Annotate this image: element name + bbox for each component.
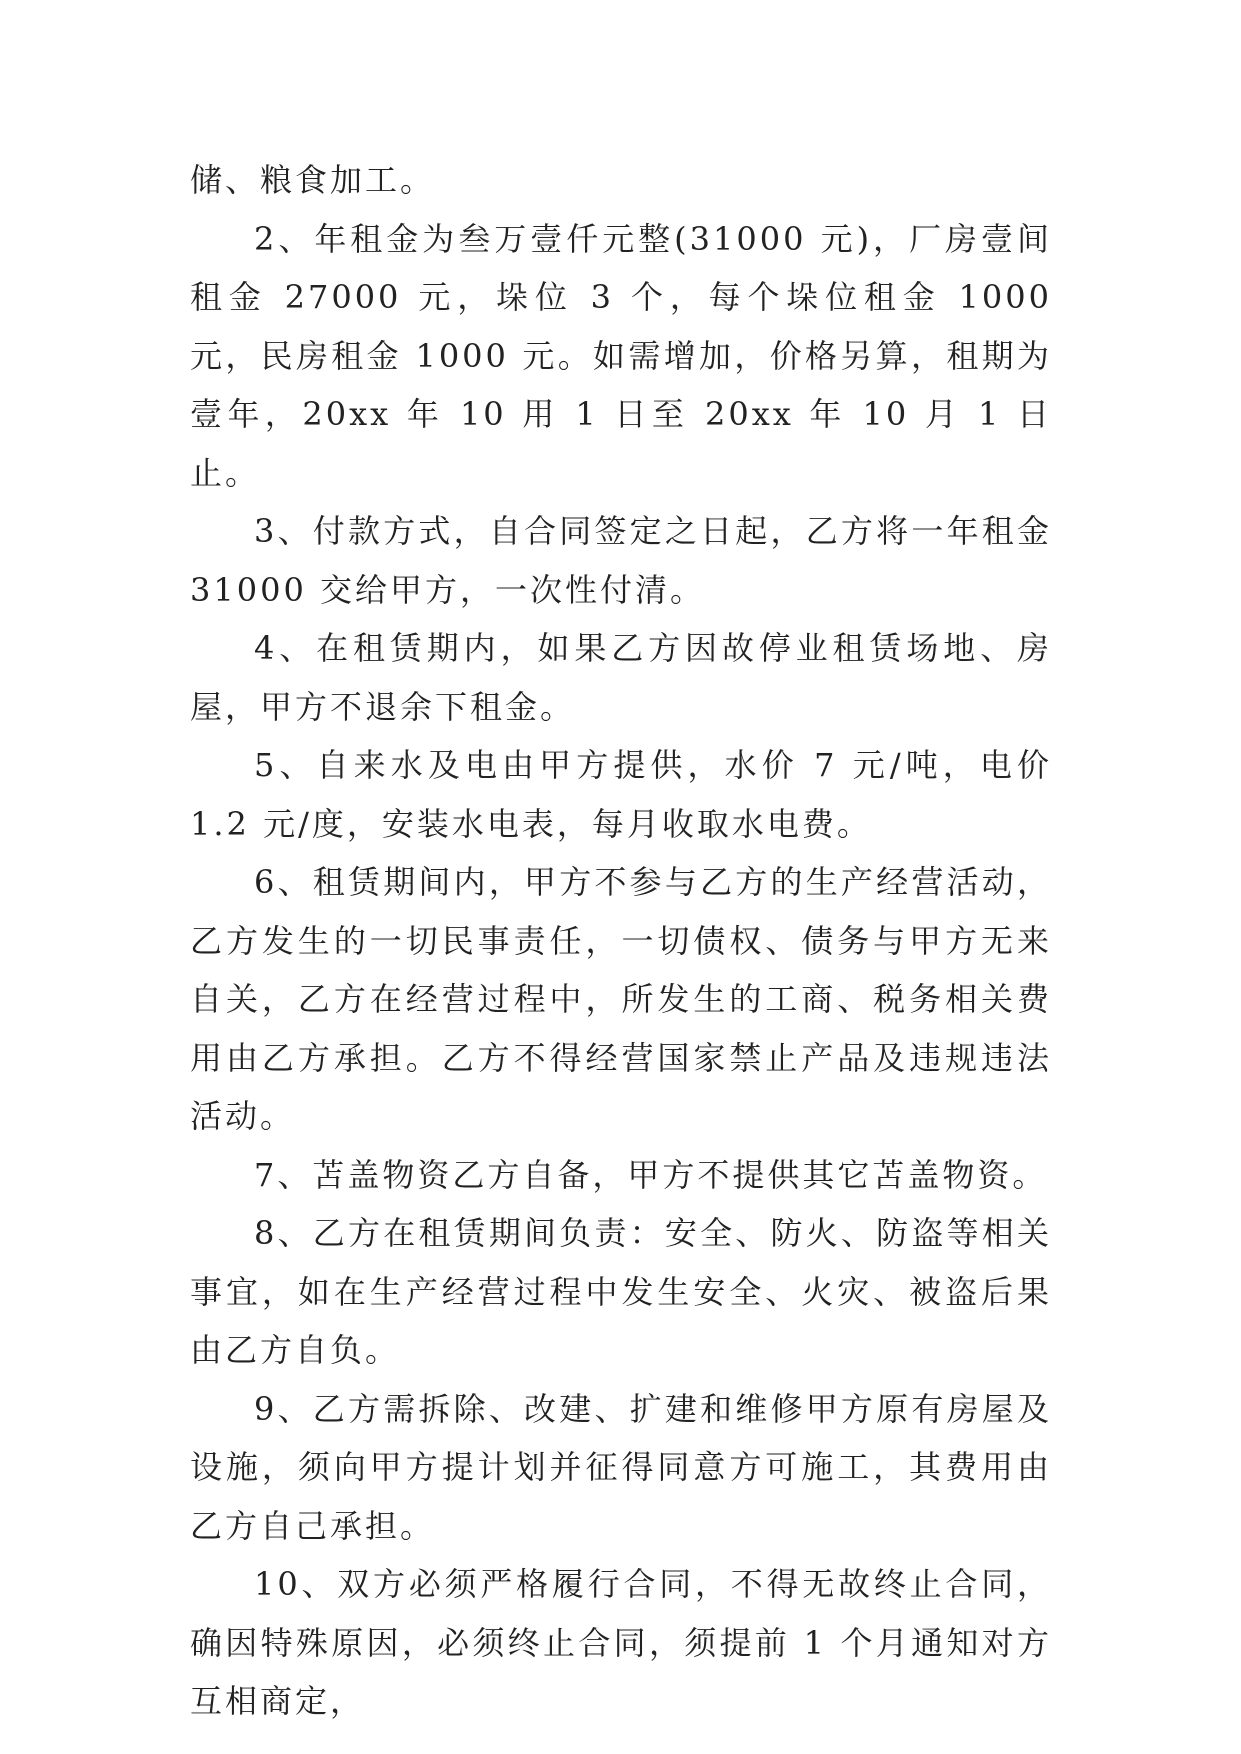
clause-7-covering-materials: 7、苫盖物资乙方自备，甲方不提供其它苫盖物资。 [254, 1155, 1048, 1194]
paragraph-continuation: 储、粮食加工。 [190, 161, 436, 199]
document-body [190, 151, 1052, 1731]
clause-6-liability: 6、租赁期间内，甲方不参与乙方的生产经营活动，乙方发生的一切民事责任，一切债权、债务与甲方无来自关，乙方在经营过程中，所发生的工商、税务相关费用由乙方承担。乙方不得经营国家禁止产品及违规违法活动。 [190, 863, 1052, 1135]
clause-2-rent: 2、年租金为叁万壹仟元整(31000 元)，厂房壹间租金 27000 元，垛位 3 个，每个垛位租金 1000 元，民房租金 1000 元。如需增加，价格另算，租期为壹年，20xx 年 10 用 1 日至 20xx 年 10 月 1 日止。 [190, 219, 1052, 492]
clause-5-utilities: 5、自来水及电由甲方提供，水价 7 元/吨，电价 1.2 元/度，安装水电表，每月收取水电费。 [190, 746, 1052, 843]
clause-9-alterations: 9、乙方需拆除、改建、扩建和维修甲方原有房屋及设施，须向甲方提计划并征得同意方可施工，其费用由乙方自己承担。 [190, 1389, 1052, 1545]
clause-10-performance: 10、双方必须严格履行合同，不得无故终止合同，确因特殊原因，必须终止合同，须提前 1 个月通知对方互相商定， [190, 1565, 1052, 1720]
clause-8-safety: 8、乙方在租赁期间负责：安全、防火、防盗等相关事宜，如在生产经营过程中发生安全、火灾、被盗后果由乙方自负。 [190, 1214, 1052, 1369]
clause-3-payment: 3、付款方式，自合同签定之日起，乙方将一年租金 31000 交给甲方，一次性付清。 [190, 512, 1052, 609]
clause-4-termination-by-lessee: 4、在租赁期内，如果乙方因故停业租赁场地、房屋，甲方不退余下租金。 [190, 629, 1052, 726]
